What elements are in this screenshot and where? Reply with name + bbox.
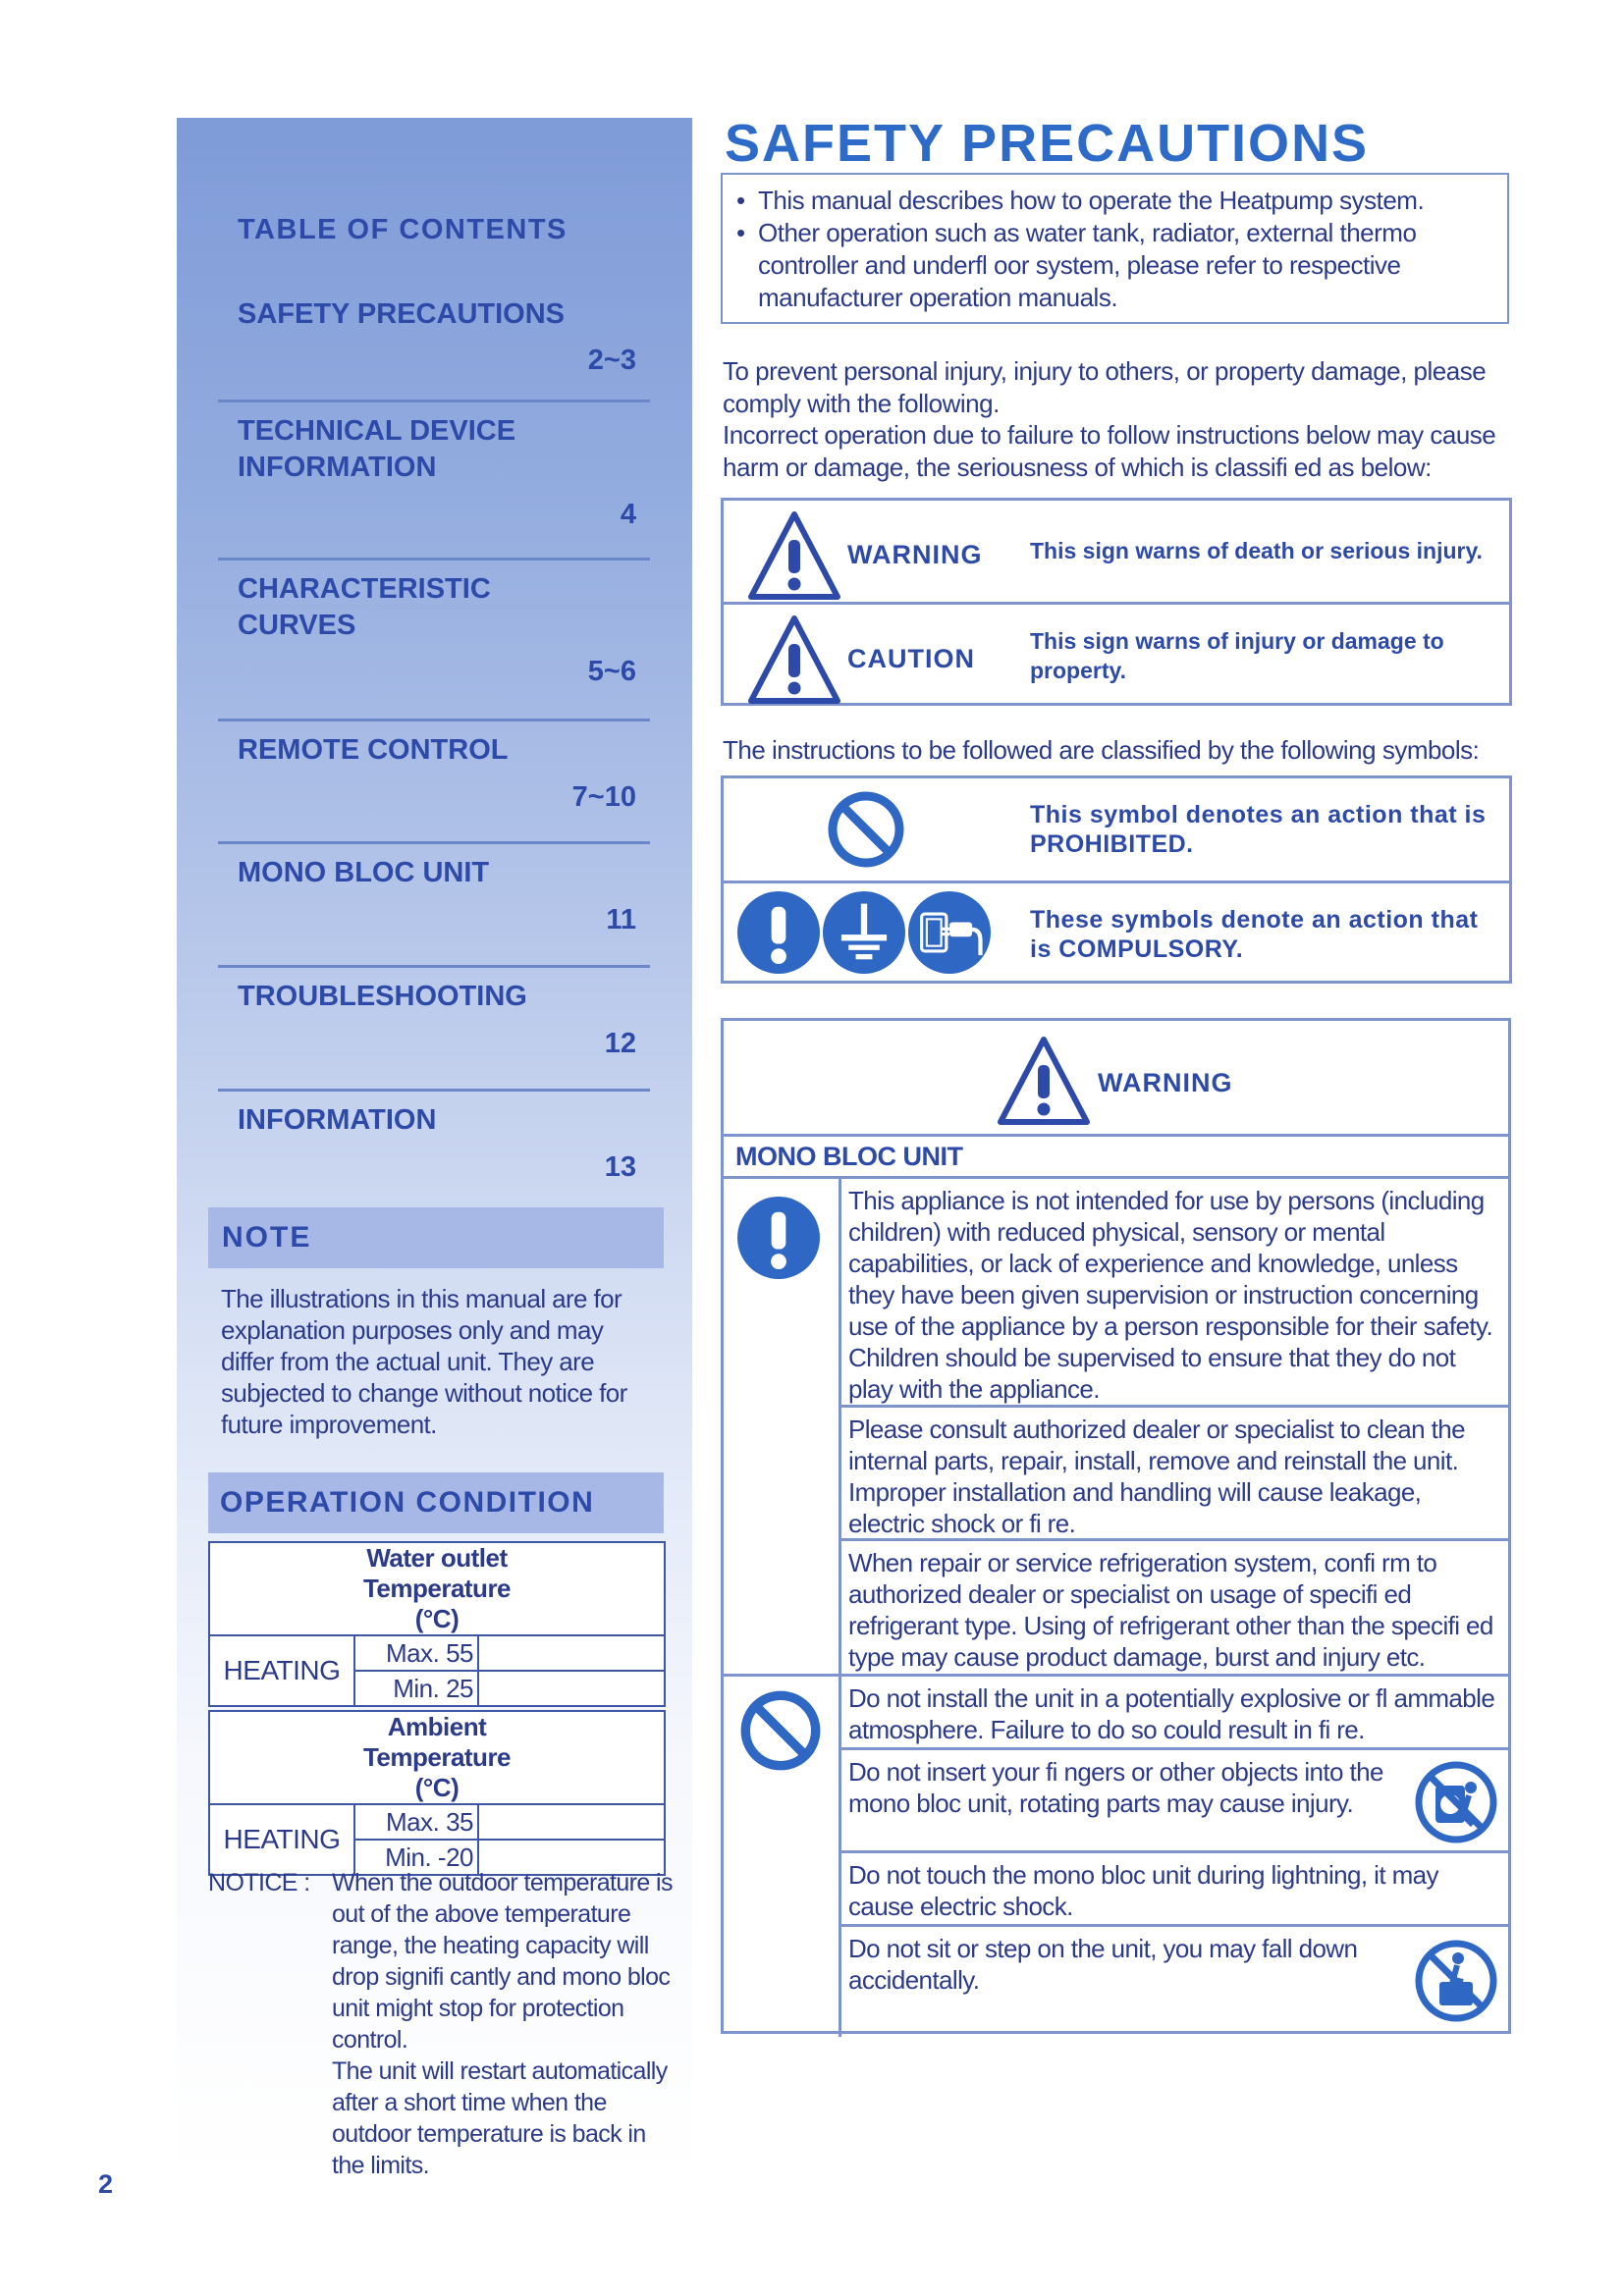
toc-item-information[interactable] (218, 1102, 650, 1201)
warning-box-heading: WARNING (1098, 1068, 1233, 1097)
operation-condition-heading: OPERATION CONDITION (220, 1486, 595, 1519)
table-header: Ambient Temperature (°C) (209, 1711, 665, 1804)
toc-item-characteristic-curves[interactable] (218, 571, 650, 721)
notice-label: NOTICE : (208, 1869, 310, 1896)
mode-cell: HEATING (209, 1804, 354, 1875)
toc-item-page: 5~6 (587, 656, 636, 687)
warning-item: Do not insert your fi ngers or other objects into the mono bloc unit, rotating parts may cause injury. (839, 1750, 1508, 1853)
no-stepping-icon (1414, 1939, 1498, 2023)
warning-triangle-icon (997, 1036, 1091, 1126)
intro-paragraph-2: Incorrect operation due to failure to follow instructions below may cause harm or damage, the seriousness of which is classifi ed as below: (723, 420, 1496, 482)
table-of-contents (218, 296, 650, 1201)
intro-box (721, 173, 1509, 324)
min-cell: Min. -20 (354, 1840, 478, 1875)
note-heading: NOTE (222, 1221, 312, 1254)
section-title: MONO BLOC UNIT (724, 1134, 1508, 1179)
min-cell: Min. 25 (354, 1671, 478, 1706)
water-outlet-table (208, 1541, 666, 1707)
toc-item-technical-device-information[interactable] (218, 413, 650, 561)
warning-box (721, 1018, 1511, 2034)
warning-item: Do not touch the mono bloc unit during lightning, it may cause electric shock. (839, 1853, 1508, 1927)
ambient-table (208, 1710, 666, 1876)
toc-item-label: MONO BLOC UNIT (238, 857, 490, 888)
symbols-paragraph: The instructions to be followed are classified by the following symbols: (723, 735, 1480, 765)
unplug-power-icon (908, 891, 991, 974)
toc-item-page: 2~3 (587, 345, 636, 376)
max-cell: Max. 35 (354, 1804, 478, 1840)
warning-item: Do not install the unit in a potentially explosive or fl ammable atmosphere. Failure to do so could result in fi re. (839, 1677, 1508, 1750)
warning-row (724, 501, 1509, 602)
toc-item-label: INFORMATION (238, 1104, 437, 1136)
warning-box-header (724, 1021, 1508, 1137)
mode-cell: HEATING (209, 1635, 354, 1706)
toc-item-safety-precautions[interactable] (218, 296, 650, 402)
warning-triangle-icon (747, 510, 841, 601)
toc-item-label: TROUBLESHOOTING (238, 981, 527, 1012)
note-text: The illustrations in this manual are for explanation purposes only and may differ from the actual unit. They are subjected to change without notice for future improvement. (221, 1284, 627, 1439)
toc-item-troubleshooting[interactable] (218, 979, 650, 1092)
toc-item-page: 13 (604, 1151, 636, 1183)
toc-item-remote-control[interactable] (218, 732, 650, 844)
warning-item: This appliance is not intended for use by persons (including children) with reduced physical, sensory or mental capabilities, or lack of experience and knowledge, unless they have been given supervision or instruction concerning use of the appliance by a person responsible for their safety. Children should be supervised to ensure that they do not play with the appliance. (839, 1179, 1508, 1408)
notice-text: When the outdoor temperature is out of the above temperature range, the heating capacity will drop signifi cantly and mono bloc unit might stop for protection control. (332, 1869, 673, 2054)
page-title: SAFETY PRECAUTIONS (725, 114, 1370, 173)
warning-item: When repair or service refrigeration system, confi rm to authorized dealer or specialist on usage of specifi ed refrigerant type. Using of refrigerant other than the specifi ed type may cause product damage, burst and injury etc. (839, 1541, 1508, 1677)
toc-item-page: 7~10 (571, 781, 636, 813)
prohibited-description: This symbol denotes an action that is PROHIBITED. (1030, 801, 1487, 858)
ground-earth-icon (823, 891, 905, 974)
toc-item-mono-bloc-unit[interactable] (218, 855, 650, 968)
notice-body (332, 1867, 676, 2181)
toc-item-label: CHARACTERISTIC CURVES (238, 573, 491, 641)
toc-item-page: 11 (606, 904, 636, 935)
symbol-classification-table (721, 775, 1512, 984)
warning-description: This sign warns of death or serious injury. (1030, 538, 1483, 563)
caution-row (724, 602, 1509, 706)
caution-label: CAUTION (847, 644, 975, 673)
toc-heading: TABLE OF CONTENTS (238, 214, 568, 245)
toc-item-label: SAFETY PRECAUTIONS (238, 298, 566, 330)
caution-triangle-icon (747, 614, 841, 705)
no-fingers-in-fan-icon (1414, 1760, 1498, 1844)
caution-description: This sign warns of injury or damage to property. (1030, 628, 1444, 683)
intro-bullet: • This manual describes how to operate the Heatpump system. (736, 185, 1495, 217)
toc-item-label: TECHNICAL DEVICE INFORMATION (238, 415, 516, 483)
toc-item-page: 12 (604, 1028, 636, 1059)
table-header: Water outlet Temperature (°C) (209, 1542, 665, 1635)
warning-item: Do not sit or step on the unit, you may fall down accidentally. (839, 1927, 1508, 2037)
page-number: 2 (98, 2169, 114, 2199)
note-heading-bar (208, 1207, 664, 1268)
warning-item: Please consult authorized dealer or specialist to clean the internal parts, repair, install, remove and reinstall the unit. Improper installation and handling will cause leakage, electric shock or fi re. (839, 1408, 1508, 1541)
warning-label: WARNING (847, 540, 983, 569)
sign-classification-table (721, 498, 1512, 706)
prohibited-row (724, 778, 1509, 881)
toc-item-label: REMOTE CONTROL (238, 734, 509, 766)
warning-icon-column (724, 1179, 841, 2037)
notice-text-2: The unit will restart automatically after a short time when the outdoor temperature is back in the limits. (332, 2057, 668, 2179)
intro-paragraph: To prevent personal injury, injury to others, or property damage, please comply with the following. (723, 356, 1487, 418)
prohibited-icon (827, 790, 905, 869)
compulsory-exclamation-icon (737, 1197, 820, 1279)
toc-item-page: 4 (620, 499, 636, 530)
compulsory-description: These symbols denote an action that is COMPULSORY. (1030, 906, 1479, 963)
prohibited-icon (739, 1689, 822, 1772)
intro-bullet: • Other operation such as water tank, radiator, external thermo controller and underfl oor system, please refer to respective manufacturer operation manuals. (736, 217, 1495, 314)
max-cell: Max. 55 (354, 1635, 478, 1671)
compulsory-exclamation-icon (737, 891, 820, 974)
compulsory-row (724, 881, 1509, 986)
operation-condition-heading-bar (208, 1472, 664, 1533)
